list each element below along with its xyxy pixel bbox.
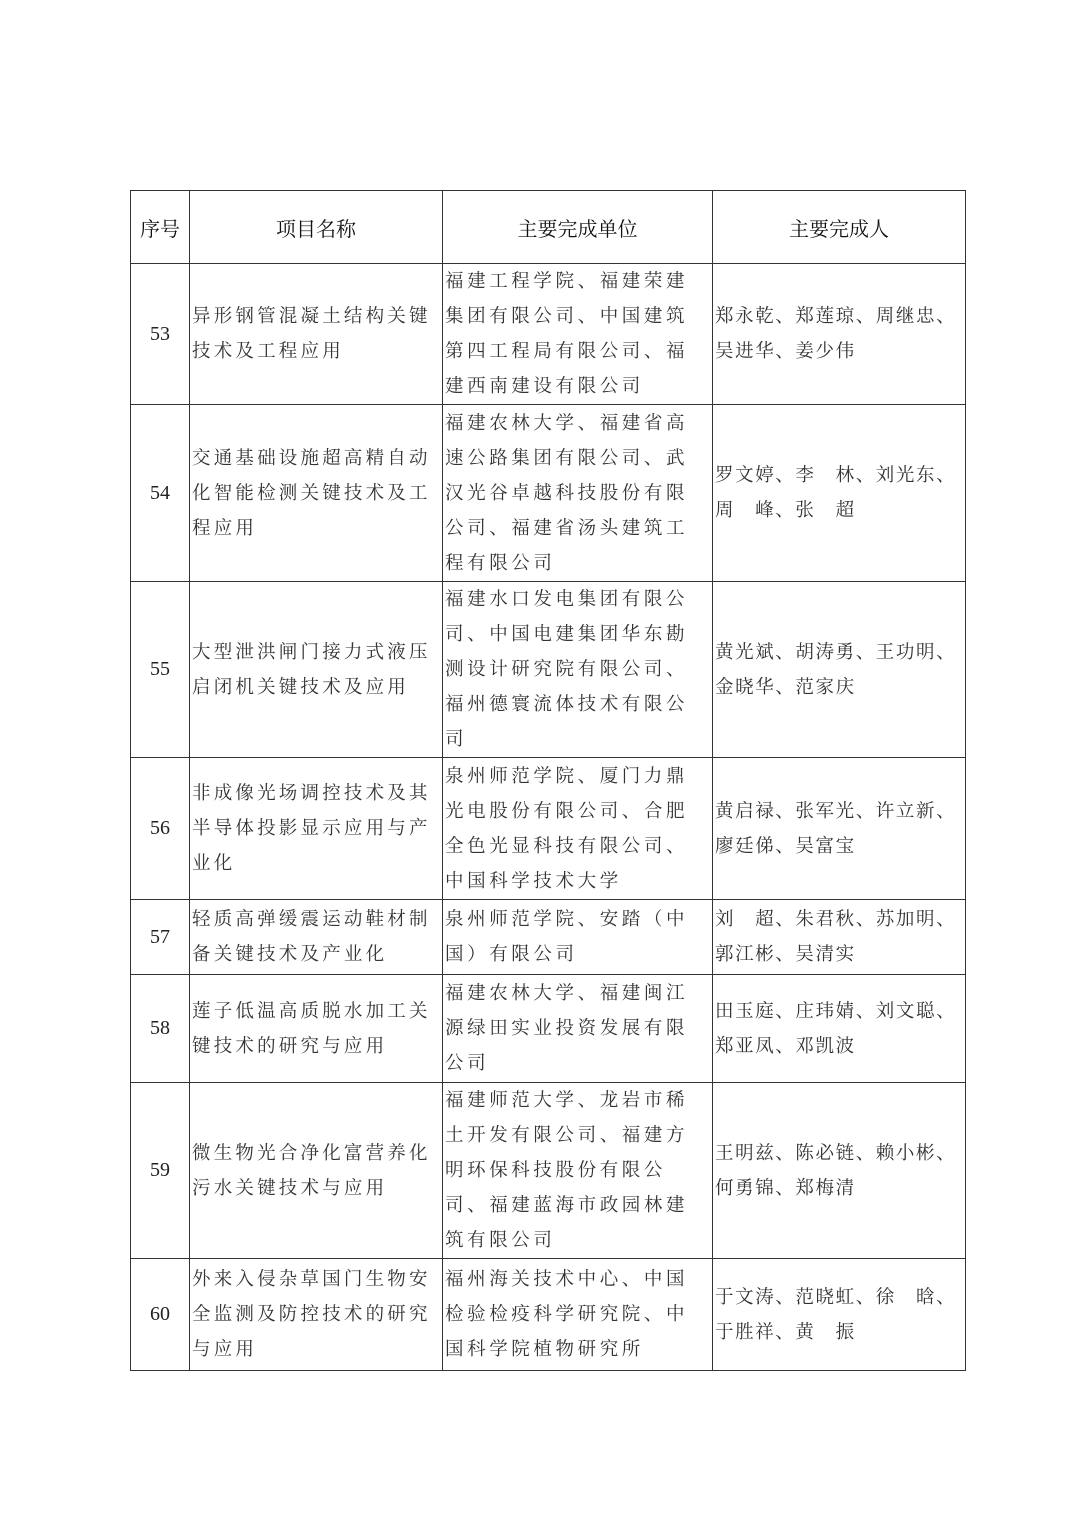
row-no: 56 <box>131 758 190 900</box>
completing-units: 福建水口发电集团有限公司、中国电建集团华东勘测设计研究院有限公司、福州德寰流体技术有限公司 <box>443 582 713 758</box>
row-no: 60 <box>131 1259 190 1371</box>
row-no: 53 <box>131 264 190 405</box>
completing-units: 福建师范大学、龙岩市稀土开发有限公司、福建方明环保科技股份有限公司、福建蓝海市政园林建筑有限公司 <box>443 1083 713 1259</box>
row-no: 55 <box>131 582 190 758</box>
table-row <box>131 264 966 405</box>
table-row <box>131 758 966 900</box>
completing-units: 福建农林大学、福建省高速公路集团有限公司、武汉光谷卓越科技股份有限公司、福建省汤头建筑工程有限公司 <box>443 405 713 582</box>
completing-persons: 于文涛、范晓虹、徐 晗、于胜祥、黄 振 <box>713 1259 966 1371</box>
completing-units: 泉州师范学院、安踏（中国）有限公司 <box>443 900 713 975</box>
table-row <box>131 900 966 975</box>
row-no: 57 <box>131 900 190 975</box>
completing-persons: 郑永乾、郑莲琼、周继忠、吴进华、姜少伟 <box>713 264 966 405</box>
project-name: 轻质高弹缓震运动鞋材制备关键技术及产业化 <box>190 900 443 975</box>
row-no: 54 <box>131 405 190 582</box>
project-name: 异形钢管混凝土结构关键技术及工程应用 <box>190 264 443 405</box>
project-name: 大型泄洪闸门接力式液压启闭机关键技术及应用 <box>190 582 443 758</box>
header-no: 序号 <box>131 191 190 264</box>
project-name: 外来入侵杂草国门生物安全监测及防控技术的研究与应用 <box>190 1259 443 1371</box>
completing-units: 福州海关技术中心、中国检验检疫科学研究院、中国科学院植物研究所 <box>443 1259 713 1371</box>
project-name: 莲子低温高质脱水加工关键技术的研究与应用 <box>190 975 443 1083</box>
project-name: 微生物光合净化富营养化污水关键技术与应用 <box>190 1083 443 1259</box>
completing-units: 泉州师范学院、厦门力鼎光电股份有限公司、合肥全色光显科技有限公司、中国科学技术大学 <box>443 758 713 900</box>
table-row <box>131 1083 966 1259</box>
project-name: 交通基础设施超高精自动化智能检测关键技术及工程应用 <box>190 405 443 582</box>
completing-persons: 刘 超、朱君秋、苏加明、郭江彬、吴清实 <box>713 900 966 975</box>
header-project-name: 项目名称 <box>190 191 443 264</box>
completing-units: 福建农林大学、福建闽江源绿田实业投资发展有限公司 <box>443 975 713 1083</box>
completing-persons: 田玉庭、庄玮婧、刘文聪、郑亚凤、邓凯波 <box>713 975 966 1083</box>
row-no: 58 <box>131 975 190 1083</box>
completing-persons: 罗文婷、李 林、刘光东、周 峰、张 超 <box>713 405 966 582</box>
header-completing-persons: 主要完成人 <box>713 191 966 264</box>
table-header-row <box>131 191 966 264</box>
table-row <box>131 405 966 582</box>
completing-persons: 黄光斌、胡涛勇、王功明、金晓华、范家庆 <box>713 582 966 758</box>
awards-table <box>130 190 966 1371</box>
completing-persons: 王明兹、陈必链、赖小彬、何勇锦、郑梅清 <box>713 1083 966 1259</box>
table-row <box>131 1259 966 1371</box>
project-name: 非成像光场调控技术及其半导体投影显示应用与产业化 <box>190 758 443 900</box>
header-completing-units: 主要完成单位 <box>443 191 713 264</box>
row-no: 59 <box>131 1083 190 1259</box>
table-row <box>131 975 966 1083</box>
table-row <box>131 582 966 758</box>
completing-units: 福建工程学院、福建荣建集团有限公司、中国建筑第四工程局有限公司、福建西南建设有限公司 <box>443 264 713 405</box>
completing-persons: 黄启禄、张军光、许立新、廖廷俤、吴富宝 <box>713 758 966 900</box>
